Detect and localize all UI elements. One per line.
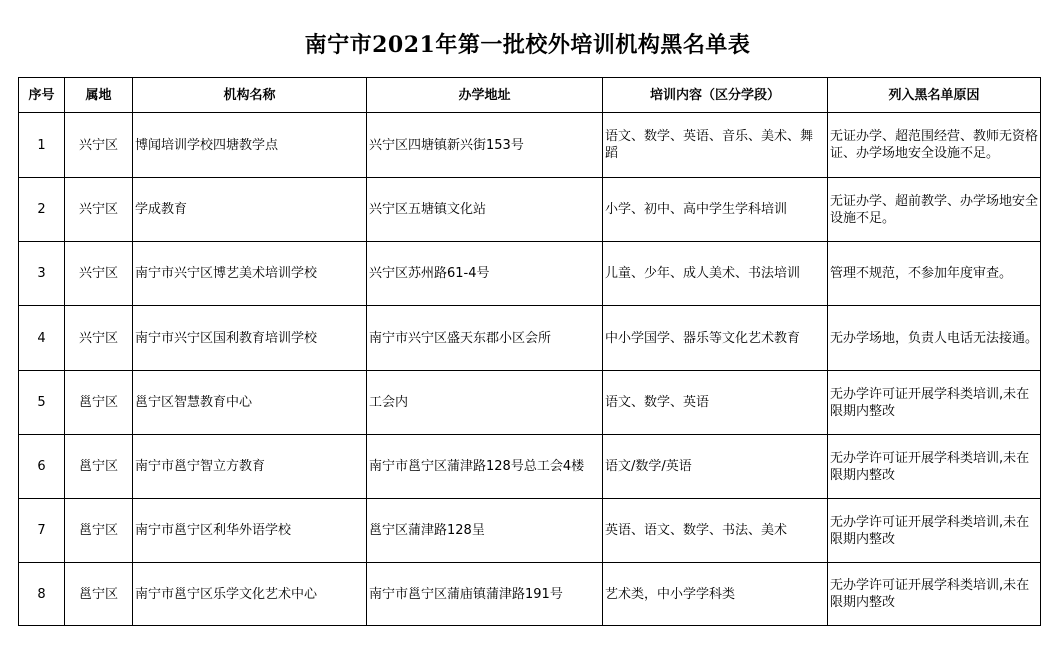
cell-name: 南宁市邕宁区利华外语学校 <box>133 499 367 563</box>
cell-reason: 管理不规范，不参加年度审查。 <box>828 242 1041 306</box>
cell-no: 4 <box>19 306 65 371</box>
cell-area: 兴宁区 <box>65 178 133 242</box>
cell-name: 南宁市兴宁区博艺美术培训学校 <box>133 242 367 306</box>
cell-no: 6 <box>19 435 65 499</box>
page-title: 南宁市2021年第一批校外培训机构黑名单表 <box>304 32 751 58</box>
blacklist-table <box>18 77 1041 626</box>
cell-content: 语文、数学、英语、音乐、美术、舞蹈 <box>603 113 828 178</box>
cell-content: 英语、语文、数学、书法、美术 <box>603 499 828 563</box>
cell-address: 兴宁区五塘镇文化站 <box>367 178 603 242</box>
table-row <box>19 563 1041 626</box>
cell-content: 小学、初中、高中学生学科培训 <box>603 178 828 242</box>
cell-area: 邕宁区 <box>65 371 133 435</box>
cell-area: 兴宁区 <box>65 306 133 371</box>
cell-name: 南宁市邕宁智立方教育 <box>133 435 367 499</box>
cell-area: 邕宁区 <box>65 563 133 626</box>
cell-address: 兴宁区四塘镇新兴街153号 <box>367 113 603 178</box>
cell-address: 南宁市邕宁区蒲津路128号总工会4楼 <box>367 435 603 499</box>
cell-reason: 无办学许可证开展学科类培训,未在限期内整改 <box>828 435 1041 499</box>
header-no: 序号 <box>19 78 65 113</box>
cell-name: 南宁市兴宁区国利教育培训学校 <box>133 306 367 371</box>
cell-area: 邕宁区 <box>65 499 133 563</box>
table-header-row <box>19 78 1041 113</box>
cell-name: 邕宁区智慧教育中心 <box>133 371 367 435</box>
cell-no: 5 <box>19 371 65 435</box>
cell-reason: 无证办学、超前教学、办学场地安全设施不足。 <box>828 178 1041 242</box>
table-row <box>19 178 1041 242</box>
table-row <box>19 371 1041 435</box>
cell-content: 语文/数学/英语 <box>603 435 828 499</box>
cell-address: 南宁市邕宁区蒲庙镇蒲津路191号 <box>367 563 603 626</box>
cell-reason: 无办学场地，负责人电话无法接通。 <box>828 306 1041 371</box>
cell-content: 语文、数学、英语 <box>603 371 828 435</box>
table-row <box>19 113 1041 178</box>
cell-content: 中小学国学、器乐等文化艺术教育 <box>603 306 828 371</box>
header-name: 机构名称 <box>133 78 367 113</box>
cell-reason: 无办学许可证开展学科类培训,未在限期内整改 <box>828 563 1041 626</box>
cell-no: 2 <box>19 178 65 242</box>
header-content: 培训内容（区分学段） <box>603 78 828 113</box>
cell-name: 南宁市邕宁区乐学文化艺术中心 <box>133 563 367 626</box>
table-row <box>19 306 1041 371</box>
cell-area: 兴宁区 <box>65 113 133 178</box>
cell-no: 3 <box>19 242 65 306</box>
cell-reason: 无办学许可证开展学科类培训,未在限期内整改 <box>828 499 1041 563</box>
cell-name: 学成教育 <box>133 178 367 242</box>
cell-area: 邕宁区 <box>65 435 133 499</box>
table-row <box>19 435 1041 499</box>
cell-no: 1 <box>19 113 65 178</box>
cell-name: 博闻培训学校四塘教学点 <box>133 113 367 178</box>
cell-no: 8 <box>19 563 65 626</box>
cell-reason: 无办学许可证开展学科类培训,未在限期内整改 <box>828 371 1041 435</box>
header-address: 办学地址 <box>367 78 603 113</box>
cell-address: 工会内 <box>367 371 603 435</box>
cell-area: 兴宁区 <box>65 242 133 306</box>
cell-address: 兴宁区苏州路61-4号 <box>367 242 603 306</box>
cell-address: 南宁市兴宁区盛天东郡小区会所 <box>367 306 603 371</box>
table-row <box>19 499 1041 563</box>
header-area: 属地 <box>65 78 133 113</box>
cell-content: 儿童、少年、成人美术、书法培训 <box>603 242 828 306</box>
table-row <box>19 242 1041 306</box>
header-reason: 列入黑名单原因 <box>828 78 1041 113</box>
cell-address: 邕宁区蒲津路128呈 <box>367 499 603 563</box>
cell-no: 7 <box>19 499 65 563</box>
cell-reason: 无证办学、超范围经营、教师无资格证、办学场地安全设施不足。 <box>828 113 1041 178</box>
cell-content: 艺术类，中小学学科类 <box>603 563 828 626</box>
